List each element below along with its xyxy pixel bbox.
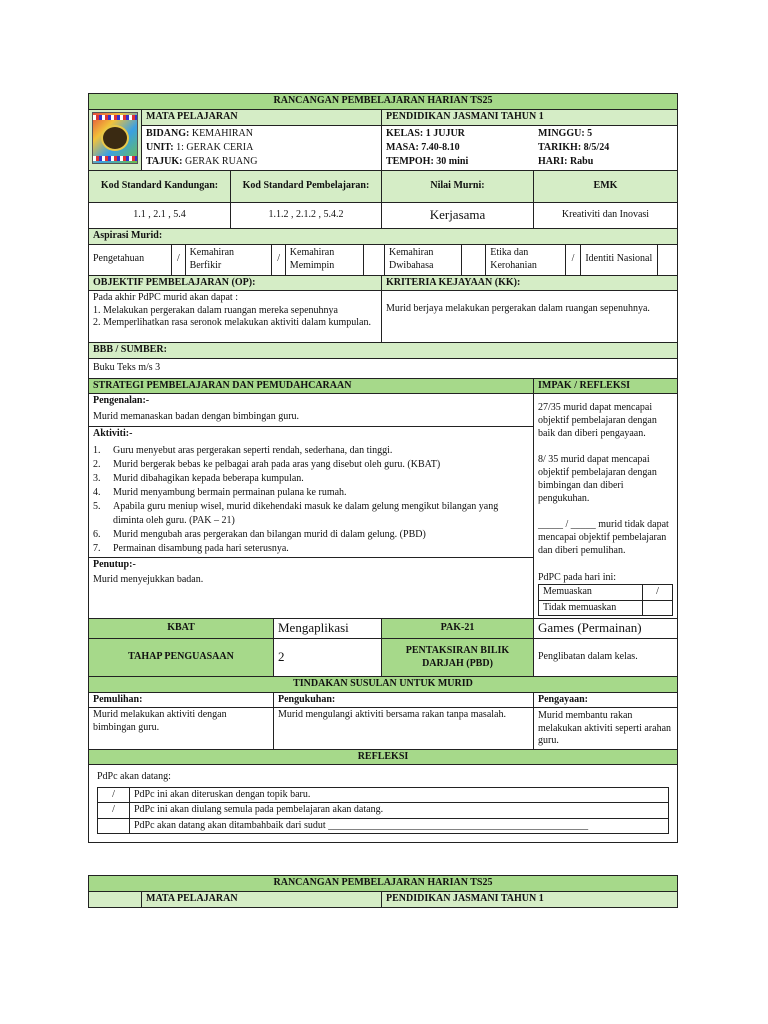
penutup-text: Murid menyejukkan badan. xyxy=(93,574,204,585)
aktiviti-label: Aktiviti:- xyxy=(93,428,133,439)
aspirasi-label: Aspirasi Murid: xyxy=(89,229,678,245)
nilai-murni-label: Nilai Murni: xyxy=(382,171,534,203)
aspirasi-kemahiran-berfikir: Kemahiran Berfikir xyxy=(185,245,272,275)
pengenalan-text: Murid memanaskan badan dengan bimbingan guru. xyxy=(93,410,300,422)
table-row: / PdPc ini akan diteruskan dengan topik baru. xyxy=(98,787,669,803)
impak-pengayaan: 27/35 murid dapat mencapai objektif pembelajaran dengan baik dan diberi pengayaan. xyxy=(538,402,657,439)
pemulihan-text: Murid melakukan aktiviti dengan bimbingan guru. xyxy=(89,708,274,750)
pdpc-status-table xyxy=(538,584,673,616)
memuaskan-mark: / xyxy=(643,585,673,601)
kod-standard-pembelajaran-value: 1.1.2 , 2.1.2 , 5.4.2 xyxy=(231,203,382,229)
mata-pelajaran-label: MATA PELAJARAN xyxy=(142,892,382,908)
aspirasi-etika-kerohanian: Etika dan Kerohanian xyxy=(486,245,566,275)
aspirasi-identiti-nasional-mark xyxy=(657,245,677,275)
impak-pdpc-label: PdPC pada hari ini: xyxy=(538,572,617,583)
tidak-memuaskan-label: Tidak memuaskan xyxy=(539,600,643,616)
kelas-field: KELAS: 1 JUJUR xyxy=(386,128,465,139)
bbb-sumber-label: BBB / SUMBER: xyxy=(89,343,678,359)
kbat-label: KBAT xyxy=(89,619,274,639)
kod-standard-kandungan-label: Kod Standard Kandungan: xyxy=(89,171,231,203)
refleksi-table xyxy=(97,787,669,835)
tahap-penguasaan-label: TAHAP PENGUASAAN xyxy=(89,639,274,677)
refleksi-label: REFLEKSI xyxy=(89,749,678,765)
minggu-field: MINGGU: 5 xyxy=(538,128,593,139)
list-item: 3. Murid dibahagikan kepada beberapa kumpulan. xyxy=(93,472,304,484)
list-item: 2. Murid bergerak bebas ke pelbagai arah pada aras yang disebut oleh guru. (KBAT) xyxy=(93,458,441,470)
impak-label: IMPAK / REFLEKSI xyxy=(534,378,678,394)
strategi-content xyxy=(89,394,534,619)
table-row: PdPc akan datang akan ditambahbaik dari sudut ____________________________________________________ xyxy=(98,818,669,834)
objektif-item: 2. Memperlihatkan rasa seronok melakukan aktiviti dalam kumpulan. xyxy=(93,317,371,328)
list-item: 7. Permainan disambung pada hari seterusnya. xyxy=(93,542,289,554)
tidak-memuaskan-mark xyxy=(643,600,673,616)
school-logo-icon xyxy=(92,112,138,164)
pbd-value: Penglibatan dalam kelas. xyxy=(534,639,678,677)
aktiviti-list xyxy=(93,441,529,556)
school-logo xyxy=(89,110,142,171)
objektif-item: 1. Melakukan pergerakan dalam ruangan mereka sepenuhnya xyxy=(93,304,338,316)
lesson-plan-page-1 xyxy=(88,93,677,843)
aspirasi-etika-kerohanian-mark: / xyxy=(565,245,581,275)
refleksi-content xyxy=(89,765,678,843)
table-row: / PdPc ini akan diulang semula pada pembelajaran akan datang. xyxy=(98,803,669,819)
subject-name: PENDIDIKAN JASMANI TAHUN 1 xyxy=(382,110,678,126)
list-item: 1. Guru menyebut aras pergerakan seperti rendah, sederhana, dan tinggi. xyxy=(93,444,393,456)
tarikh-field: TARIKH: 8/5/24 xyxy=(538,142,610,153)
pak21-value: Games (Permainan) xyxy=(534,619,678,639)
pbd-label: PENTAKSIRAN BILIK DARJAH (PBD) xyxy=(382,639,534,677)
hari-field: HARI: Rabu xyxy=(538,156,594,167)
tajuk-label: TAJUK: xyxy=(146,156,183,167)
school-logo xyxy=(89,892,142,908)
kod-standard-pembelajaran-label: Kod Standard Pembelajaran: xyxy=(231,171,382,203)
strategi-label: STRATEGI PEMBELAJARAN DAN PEMUDAHCARAAN xyxy=(89,378,534,394)
unit-value: 1: GERAK CERIA xyxy=(176,142,254,153)
lesson-plan-table-2 xyxy=(88,875,678,908)
mata-pelajaran-label: MATA PELAJARAN xyxy=(142,110,382,126)
masa-field: MASA: 7.40-8.10 xyxy=(386,142,460,153)
memuaskan-label: Memuaskan xyxy=(539,585,643,601)
pengayaan-label: Pengayaan: xyxy=(534,692,678,708)
pengayaan-text: Murid membantu rakan melakukan aktiviti seperti arahan guru. xyxy=(534,708,678,750)
pengenalan-label: Pengenalan:- xyxy=(93,395,150,406)
plan-title: RANCANGAN PEMBELAJARAN HARIAN TS25 xyxy=(89,876,678,892)
impak-pengukuhan: 8/ 35 murid dapat mencapai objektif pembelajaran dengan bimbingan dan diberi pengukuhan. xyxy=(538,454,657,504)
list-item: 5. Apabila guru meniup wisel, murid dikehendaki masuk ke dalam gelung mengikut bilangan yang diminta oleh guru. (PAK – 21) xyxy=(93,500,499,526)
aspirasi-kemahiran-dwibahasa: Kemahiran Dwibahasa xyxy=(384,245,462,275)
bidang-value: KEMAHIRAN xyxy=(191,128,253,139)
aspirasi-kemahiran-dwibahasa-mark xyxy=(462,245,486,275)
plan-title: RANCANGAN PEMBELAJARAN HARIAN TS25 xyxy=(89,94,678,110)
aspirasi-kemahiran-berfikir-mark: / xyxy=(272,245,285,275)
objektif-label: OBJEKTIF PEMBELAJARAN (OP): xyxy=(89,275,382,291)
unit-label: UNIT: xyxy=(146,142,174,153)
kriteria-label: KRITERIA KEJAYAAN (KK): xyxy=(382,275,678,291)
kbat-value: Mengaplikasi xyxy=(274,619,382,639)
nilai-murni-value: Kerjasama xyxy=(382,203,534,229)
list-item: 4. Murid menyambung bermain permainan pulana ke rumah. xyxy=(93,486,347,498)
tajuk-value: GERAK RUANG xyxy=(184,156,258,167)
tindakan-susulan-label: TINDAKAN SUSULAN UNTUK MURID xyxy=(89,677,678,693)
objektif-intro: Pada akhir PdPC murid akan dapat : xyxy=(93,292,238,303)
lesson-plan-table xyxy=(88,93,678,843)
emk-label: EMK xyxy=(534,171,678,203)
aspirasi-kemahiran-memimpin: Kemahiran Memimpin xyxy=(285,245,364,275)
impak-content xyxy=(534,394,678,619)
pengukuhan-label: Pengukuhan: xyxy=(274,692,534,708)
aspirasi-pengetahuan: Pengetahuan xyxy=(93,253,145,265)
objektif-content xyxy=(89,291,382,343)
pak21-label: PAK-21 xyxy=(382,619,534,639)
penutup-label: Penutup:- xyxy=(93,558,136,570)
aspirasi-pengetahuan-mark: / xyxy=(172,245,185,275)
kod-standard-kandungan-value: 1.1 , 2.1 , 5.4 xyxy=(89,203,231,229)
lesson-plan-page-2 xyxy=(88,875,677,908)
aspirasi-kemahiran-memimpin-mark xyxy=(364,245,385,275)
bbb-sumber-value: Buku Teks m/s 3 xyxy=(89,358,678,378)
tempoh-field: TEMPOH: 30 mini xyxy=(386,156,469,167)
subject-name: PENDIDIKAN JASMANI TAHUN 1 xyxy=(382,892,678,908)
aspirasi-identiti-nasional: Identiti Nasional xyxy=(581,245,657,275)
tahap-penguasaan-value: 2 xyxy=(274,639,382,677)
impak-pemulihan: _____ / _____ murid tidak dapat mencapai objektif pembelajaran dan diberi pemulihan. xyxy=(538,519,669,556)
emk-value: Kreativiti dan Inovasi xyxy=(534,203,678,229)
pdpc-akan-datang-label: PdPc akan datang: xyxy=(97,771,171,782)
aspirasi-row xyxy=(89,245,677,275)
kriteria-content: Murid berjaya melakukan pergerakan dalam ruangan sepenuhnya. xyxy=(382,291,678,343)
pemulihan-label: Pemulihan: xyxy=(89,692,274,708)
bidang-label: BIDANG: xyxy=(146,128,190,139)
list-item: 6. Murid mengubah aras pergerakan dan bilangan murid di dalam gelung. (PBD) xyxy=(93,528,426,540)
pengukuhan-text: Murid mengulangi aktiviti bersama rakan tanpa masalah. xyxy=(274,708,534,750)
